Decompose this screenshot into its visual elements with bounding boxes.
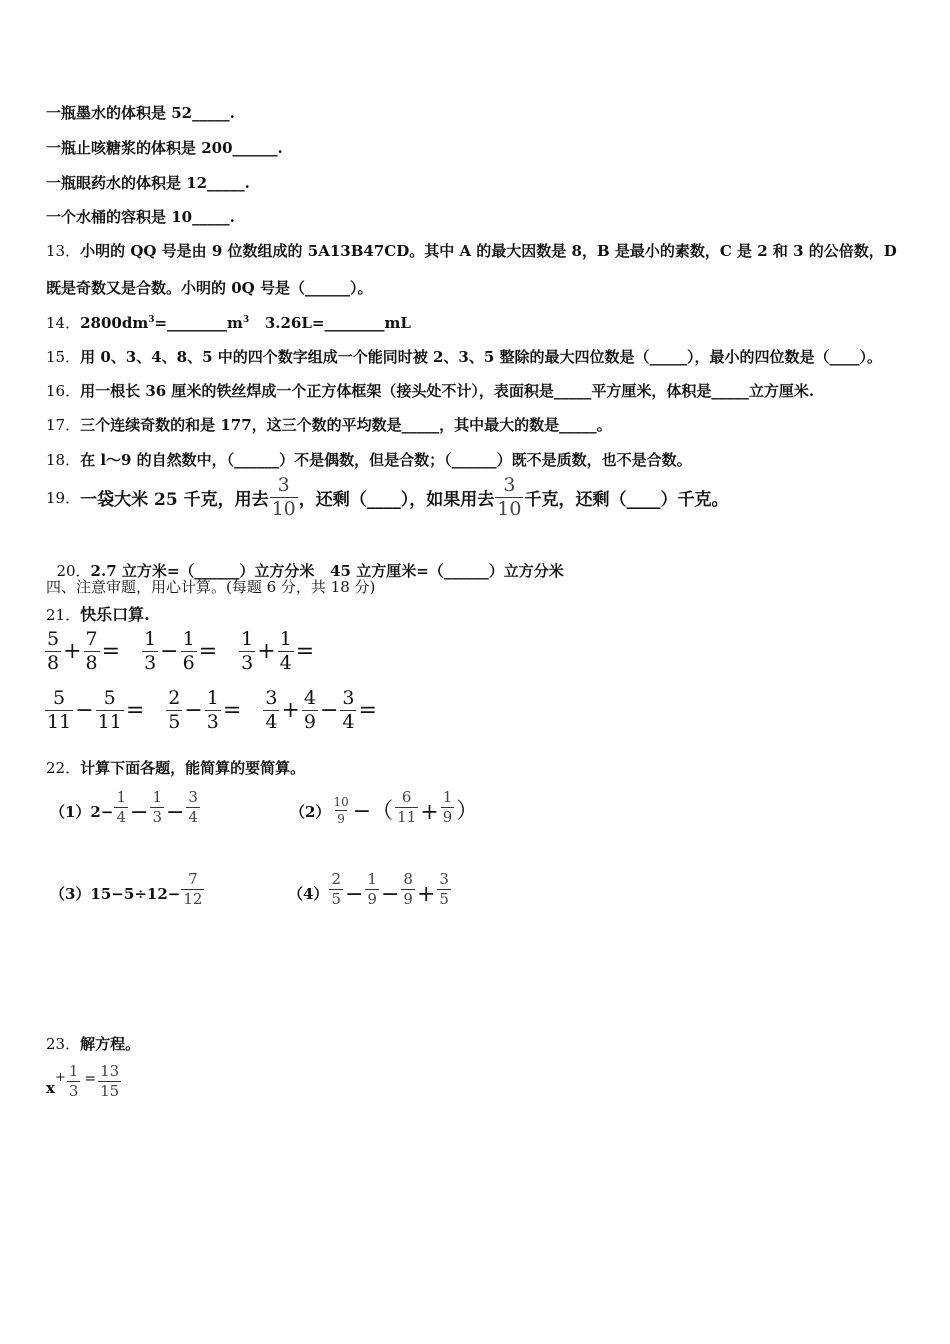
fraction-denominator: 4 [116,808,126,826]
fraction-denominator: 3 [144,652,157,674]
question-text: 用 0、3、4、8、5 中的四个数字组成一个能同时被 2、3、5 整除的最大四位数是（_____），最小的四位数是（____）。 [80,348,882,366]
fraction-numerator: 1 [241,628,254,650]
q19-part-b: ，还剩（____），如果用去 [298,490,495,510]
q19-part-c: 千克，还剩（____）千克。 [524,490,729,510]
fraction-three-tenths-kg [495,476,523,519]
question-number: 21． [46,606,81,624]
question-text: 2.7 立方米=（______）立方分米 45 立方厘米=（______）立方分米 [90,562,564,580]
fraction [205,689,221,732]
fraction [329,872,343,907]
fraction-denominator: 5 [168,711,181,733]
question-text: 解方程。 [80,1035,141,1053]
section-4-heading: 四、注意审题，用心计算。(每题 6 分，共 18 分) [46,578,376,596]
calc-problem-3 [50,872,205,907]
equation-variable: x [46,1079,55,1097]
fraction-numerator: 7 [85,628,98,650]
operator: = [358,698,377,723]
operator: −（ [352,799,394,824]
fraction-denominator: 9 [442,808,453,826]
operator: − [165,800,185,825]
equation-equals: = [84,1071,97,1087]
fraction [365,872,379,907]
fraction-numerator: 6 [401,788,412,806]
fraction-numerator: 3 [188,788,198,806]
question-17 [46,414,612,435]
fraction-numerator: 7 [188,870,198,888]
fraction-denominator: 9 [337,812,345,826]
fraction-numerator: 3 [503,474,516,496]
question-number: 14． [46,314,81,332]
question-number: 16． [46,382,81,400]
fraction-denominator: 9 [367,890,377,908]
fraction-numerator: 5 [53,687,66,709]
calc-label: （3）15−5÷12− [50,885,181,903]
fraction-numerator: 1 [116,788,126,806]
fraction-denominator: 4 [265,711,278,733]
question-number: 17． [46,416,81,434]
fraction-denominator: 11 [397,808,417,826]
operator: + [257,639,276,664]
item-syrup-volume: 一瓶止咳糖浆的体积是 200______. [46,139,283,157]
calc-problem-1 [50,790,201,825]
equation-plus: + [54,1070,66,1085]
operator: = [222,698,242,723]
fraction [441,790,455,825]
question-number: 20． [56,562,91,580]
fraction-numerator: 1 [68,1062,79,1080]
operator: − [160,639,179,664]
oral-row-2 [44,689,398,732]
item-ink-volume: 一瓶墨水的体积是 52_____. [46,104,235,122]
calc-label: （4） [288,885,329,903]
fraction-denominator: 4 [342,711,355,733]
question-13-cont: 既是奇数又是合数。小明的 0Q 号是（______）。 [46,279,373,297]
operator: = [125,698,145,723]
fraction-numerator: 3 [265,687,278,709]
operator: = [295,639,315,664]
fraction-numerator: 13 [100,1062,120,1080]
fraction-denominator: 5 [439,890,449,908]
fraction-denominator: 8 [85,652,98,674]
question-22 [46,757,305,778]
fraction [401,872,415,907]
question-18 [46,449,692,470]
fraction-denominator: 9 [403,890,413,908]
q14-part-a: 2800dm [80,314,149,332]
oral-expr-6 [262,689,378,732]
oral-expr-4 [44,689,145,732]
question-number: 19． [46,489,81,507]
operator: − [184,698,203,723]
question-text: 快乐口算. [80,605,150,624]
question-number: 15． [46,348,81,366]
fraction [395,790,418,825]
operator: + [416,882,436,907]
fraction-numerator: 2 [168,687,181,709]
fraction [67,1064,81,1099]
question-number: 22． [46,759,81,777]
fraction-numerator: 1 [442,788,453,806]
fraction [114,790,128,825]
fraction [302,689,318,732]
fraction [278,630,294,673]
fraction-denominator: 11 [47,711,72,733]
fraction-numerator: 1 [182,628,195,650]
fraction-denominator: 3 [206,711,219,733]
calc-label: （1）2− [50,803,114,821]
fraction [340,689,356,732]
item-bucket-volume: 一个水桶的容积是 10_____. [46,208,235,226]
fraction-denominator: 11 [97,711,122,733]
fraction-numerator: 1 [206,687,219,709]
q14-sup-a: 3 [148,315,155,325]
q14-part-c: 3.26L=________mL [249,314,411,332]
fraction-denominator: 3 [152,808,162,826]
fraction-denominator: 12 [183,890,203,908]
fraction-numerator: 1 [367,870,377,888]
fraction-numerator: 2 [331,870,341,888]
question-text: 小明的 QQ 号是由 9 位数组成的 5A13B47CD。其中 A 的最大因数是 8，B 是最小的素数，C 是 2 和 3 的公倍数，D [80,242,897,260]
fraction-denominator: 3 [68,1082,79,1100]
fraction-denominator: 10 [497,498,522,520]
oral-row-1 [44,630,335,673]
fraction-numerator: 5 [103,687,116,709]
operator: = [198,639,218,664]
fraction-numerator: 5 [47,628,60,650]
question-number: 18． [46,451,81,469]
operator: − [319,698,339,723]
oral-expr-1 [44,630,121,673]
fraction-numerator: 4 [303,687,316,709]
operator: − [344,882,364,907]
fraction-denominator: 15 [100,1082,120,1100]
oral-expr-2 [141,630,218,673]
question-number: 13． [46,242,81,260]
question-text: 用一根长 36 厘米的铁丝焊成一个正方体框架（接头处不计），表面积是_____平方厘米，体积是_____立方厘米. [80,382,815,400]
fraction [181,872,204,907]
operator: − [130,800,149,825]
fraction-numerator: 1 [152,788,162,806]
operator: + [281,698,300,723]
fraction-denominator: 5 [331,890,341,908]
calc-problem-2 [290,790,479,825]
fraction-numerator: 1 [279,628,292,650]
fraction [142,630,158,673]
fraction [98,1064,121,1099]
fraction-denominator: 10 [271,498,296,520]
fraction-denominator: 4 [279,652,292,674]
q19-part-a: 一袋大米 25 千克，用去 [80,490,269,510]
item-eyedrop-volume: 一瓶眼药水的体积是 12_____. [46,174,250,192]
fraction-numerator: 1 [144,628,157,650]
fraction-denominator: 3 [241,652,254,674]
fraction [437,872,451,907]
fraction-numerator: 3 [439,870,449,888]
oral-expr-5 [165,689,242,732]
question-number: 23． [46,1035,81,1053]
fraction-denominator: 6 [182,652,195,674]
question-21 [46,602,150,625]
fraction [150,790,164,825]
operator: ） [456,799,479,824]
operator: − [75,698,94,723]
q14-sup-b: 3 [242,315,250,325]
fraction [239,630,255,673]
calc-label: （2） [290,803,331,821]
fraction-numerator: 3 [277,474,290,496]
operator: + [63,639,82,664]
fraction-denominator: 8 [47,652,60,674]
calc-problem-4 [288,872,452,907]
question-text: 在 l～9 的自然数中，（______）不是偶数，但是合数；（______）既不是质数，也不是合数。 [80,451,692,469]
operator: − [380,882,400,907]
fraction [45,630,61,673]
question-text: 计算下面各题，能简算的要简算。 [80,759,306,777]
fraction-numerator: 10 [333,795,349,809]
fraction-denominator: 4 [188,808,198,826]
question-13 [46,240,897,261]
fraction-three-tenths [270,476,298,519]
fraction [331,796,350,825]
question-text: 三个连续奇数的和是 177，这三个数的平均数是_____，其中最大的数是_____。 [80,416,612,434]
fraction-denominator: 9 [303,711,316,733]
fraction [181,630,197,673]
fraction [96,689,124,732]
q14-part-b: =________m [154,314,243,332]
operator: + [420,800,439,825]
fraction [166,689,182,732]
fraction-numerator: 3 [342,687,355,709]
fraction [263,689,279,732]
question-14 [46,312,411,333]
question-15 [46,346,882,367]
equation [46,1064,122,1099]
fraction [186,790,200,825]
fraction [45,689,73,732]
fraction-numerator: 8 [403,870,413,888]
question-23 [46,1033,140,1054]
question-16 [46,380,814,401]
oral-expr-3 [238,630,315,673]
fraction [84,630,100,673]
question-19 [46,476,728,519]
operator: = [101,639,121,664]
